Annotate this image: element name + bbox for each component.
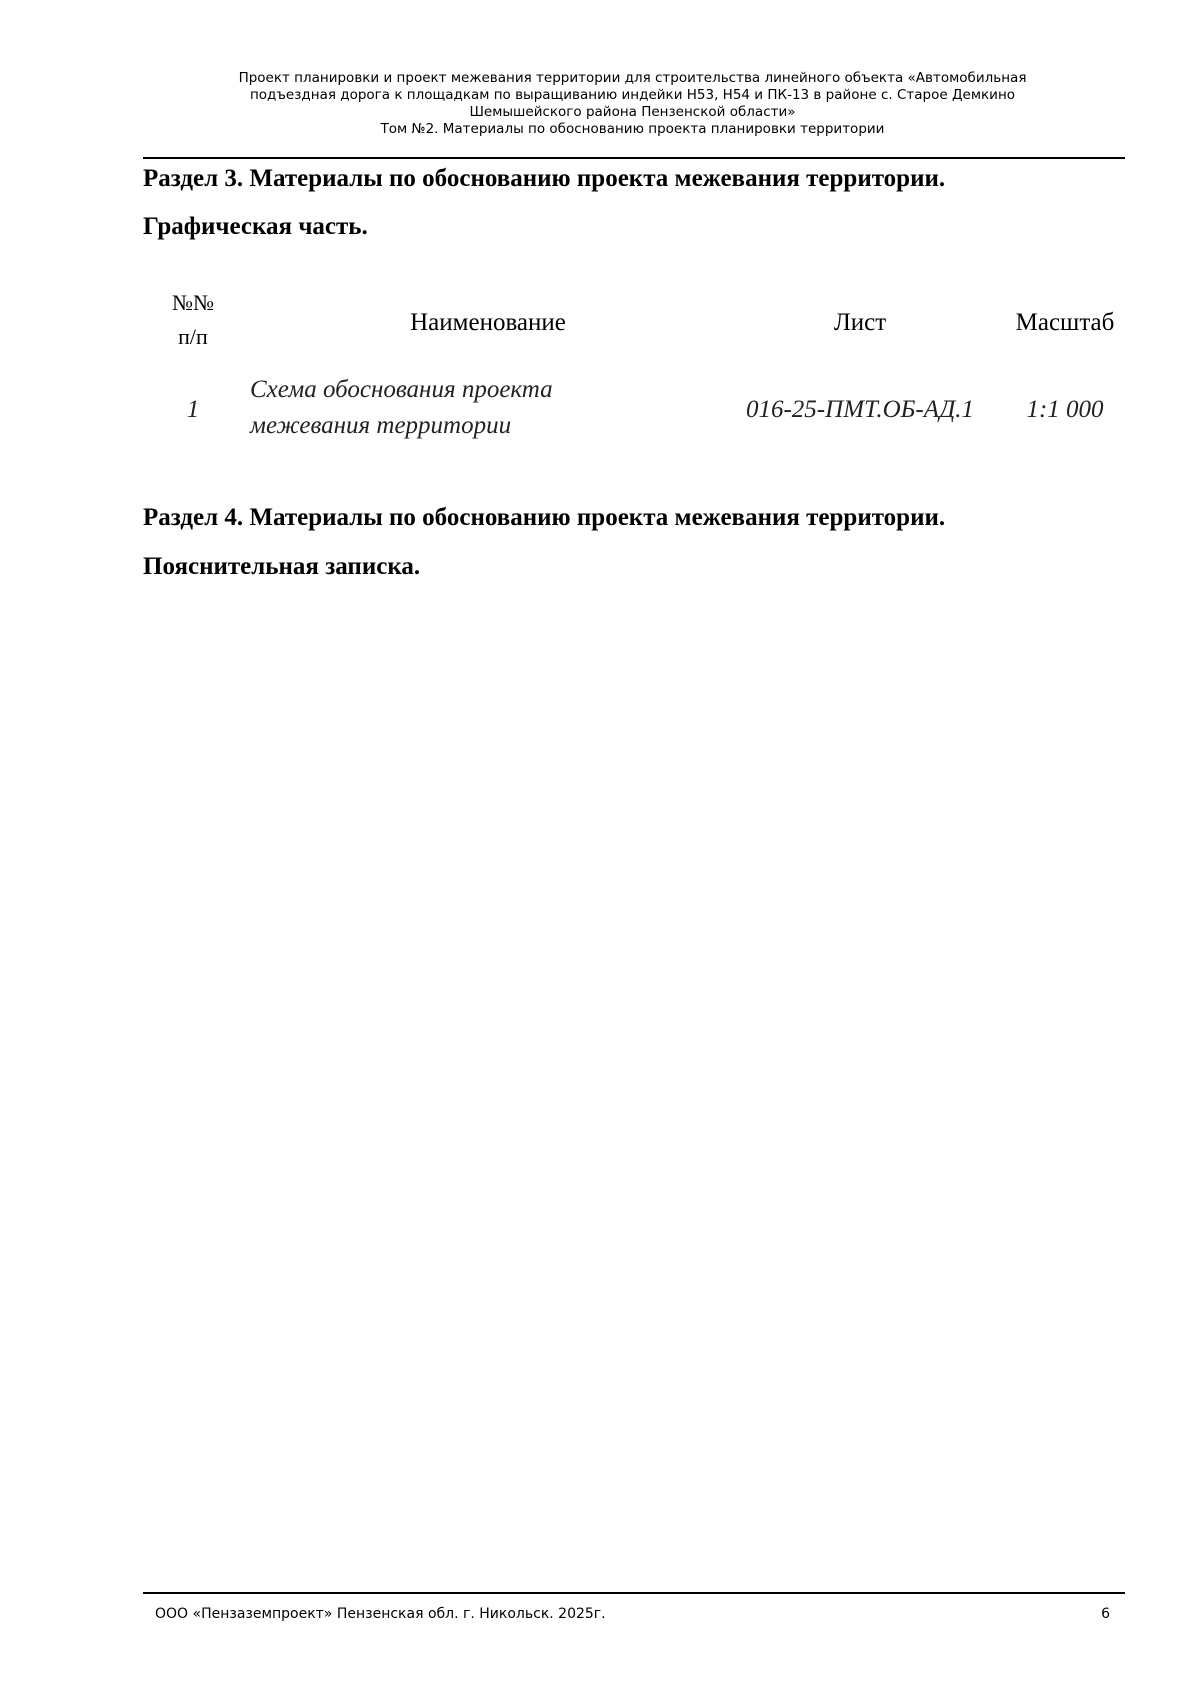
footer-text: ООО «Пензаземпроект» Пензенская обл. г. Никольск. 2025г. <box>155 1606 606 1622</box>
section-3-subtitle: Графическая часть. <box>143 213 368 240</box>
column-header-number-line1: №№ <box>172 290 214 315</box>
header-line-4: Том №2. Материалы по обоснованию проекта планировки территории <box>380 121 885 137</box>
column-header-scale: Масштаб <box>1015 309 1115 336</box>
row-name-line2: межевания территории <box>250 412 512 439</box>
column-header-number-line2: п/п <box>178 324 208 349</box>
header-divider <box>143 157 1125 159</box>
header-line-3: Шемышейского района Пензенской области» <box>469 104 796 120</box>
column-header-sheet: Лист <box>833 309 887 336</box>
section-4-subtitle: Пояснительная записка. <box>143 553 421 580</box>
row-sheet-cell: 016-25-ПМТ.ОБ-АД.1 <box>745 396 974 423</box>
column-header-name: Наименование <box>410 309 566 336</box>
row-number-cell: 1 <box>186 396 200 423</box>
row-scale-cell: 1:1 000 <box>1026 396 1104 423</box>
section-4-title: Раздел 4. Материалы по обоснованию проекта межевания территории. <box>143 504 946 531</box>
column-header-number <box>150 286 236 354</box>
page-number: 6 <box>1101 1606 1110 1622</box>
row-name-line1: Схема обоснования проекта <box>250 376 553 403</box>
document-header <box>140 70 1125 138</box>
header-line-2: подъездная дорога к площадкам по выращиванию индейки Н53, Н54 и ПК-13 в районе с. Старое Демкино <box>249 87 1016 103</box>
header-line-1: Проект планировки и проект межевания территории для строительства линейного объекта «Автомобильная <box>238 70 1027 86</box>
footer-divider <box>143 1592 1125 1594</box>
section-3-title: Раздел 3. Материалы по обоснованию проекта межевания территории. <box>143 165 946 192</box>
row-name-cell <box>250 372 650 444</box>
